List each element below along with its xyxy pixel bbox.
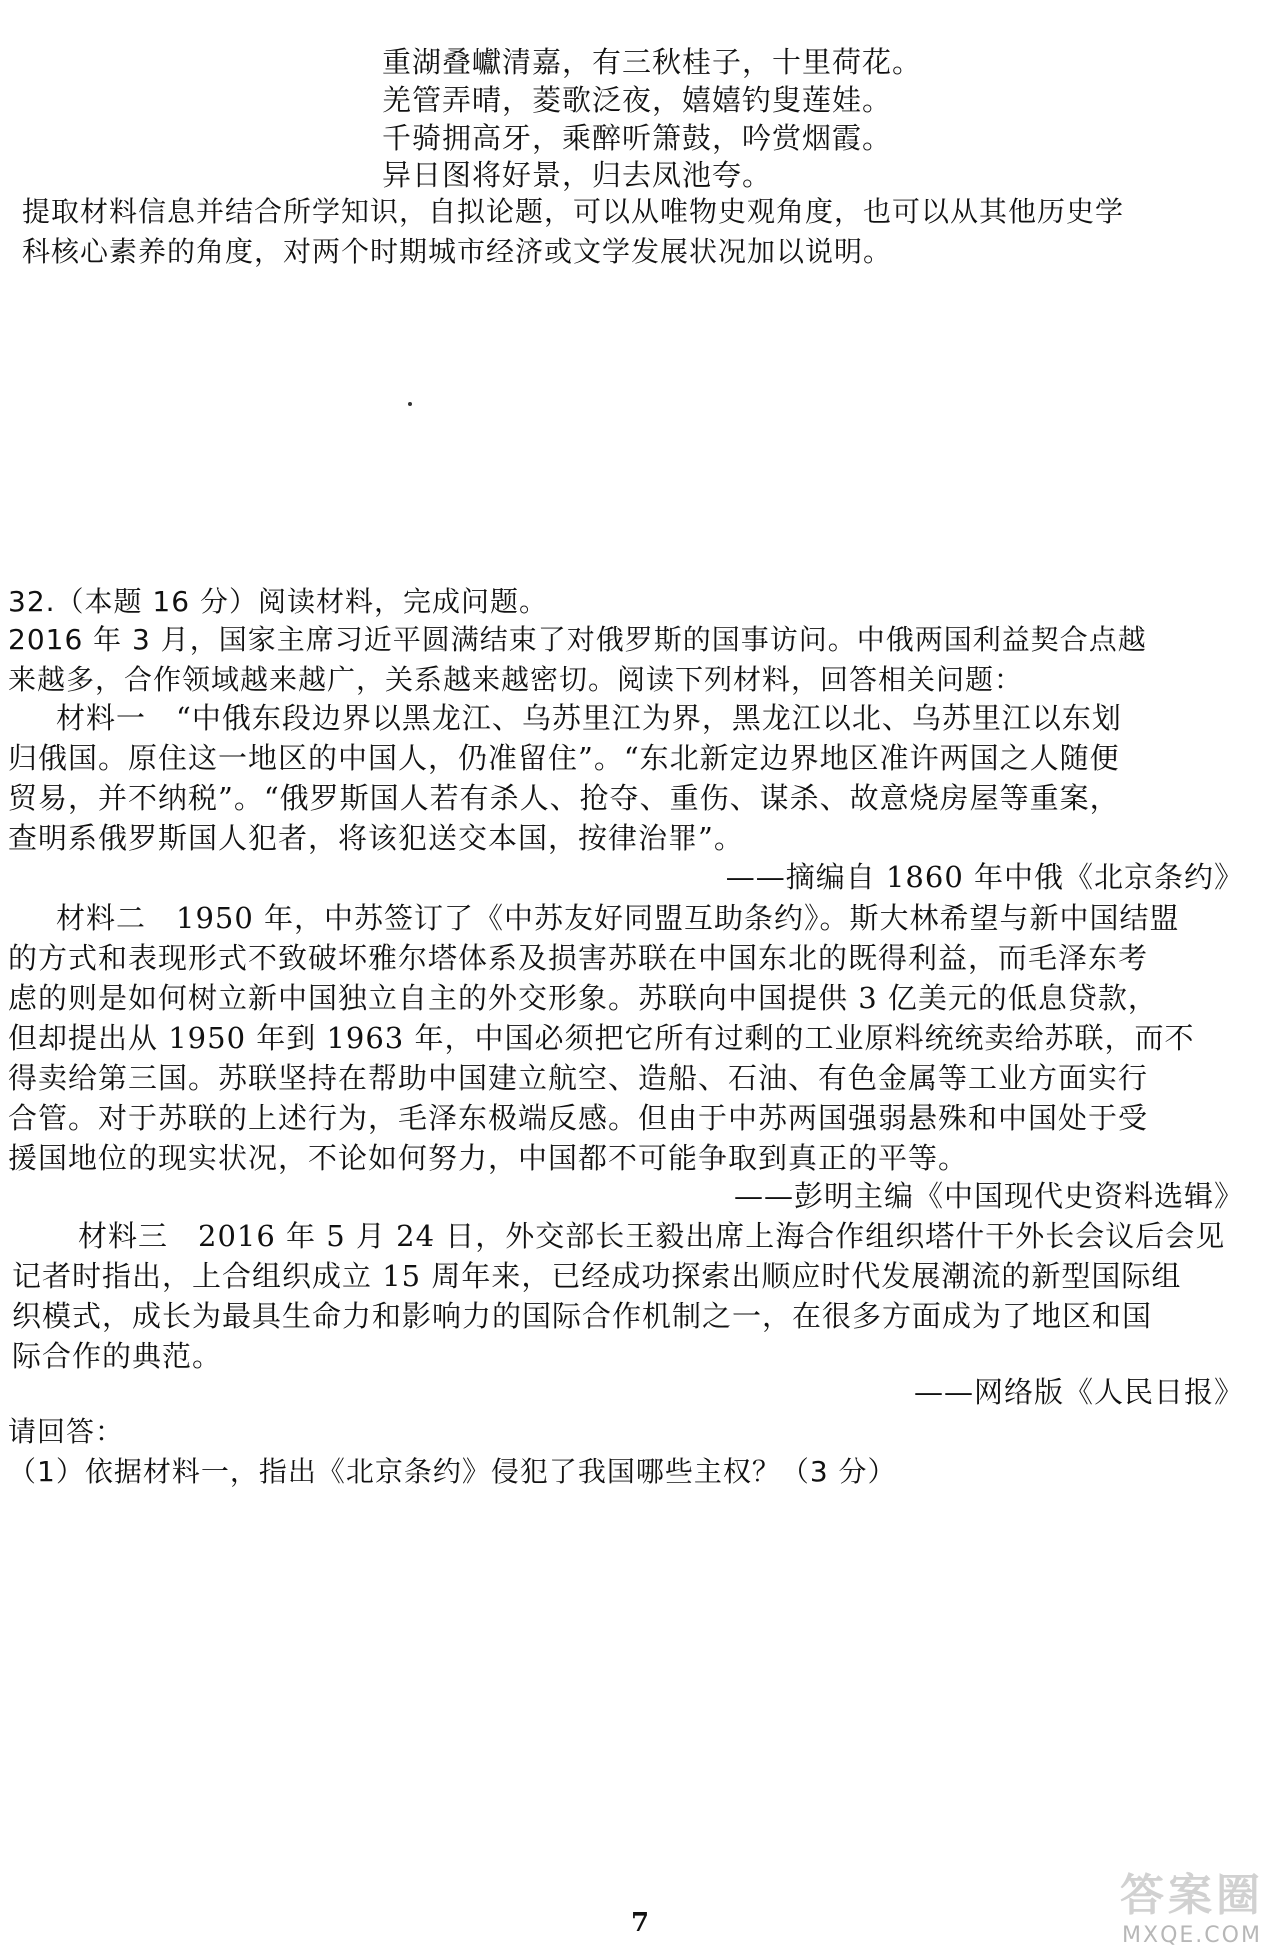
question-prompt: 科核心素养的角度，对两个时期城市经济或文学发展状况加以说明。	[22, 235, 893, 268]
material-1-line: 材料一 “中俄东段边界以黑龙江、乌苏里江为界，黑龙江以北、乌苏里江以东划	[56, 701, 1122, 735]
question-32-intro: 2016 年 3 月，国家主席习近平圆满结束了对俄罗斯的国事访问。中俄两国利益契合点越	[8, 623, 1147, 656]
scan-speck	[408, 402, 412, 406]
material-1-line: 归俄国。原住这一地区的中国人，仍准留住”。“东北新定边界地区准许两国之人随便	[8, 741, 1120, 775]
material-2-line: 材料二 1950 年，中苏签订了《中苏友好同盟互助条约》。斯大林希望与新中国结盟	[56, 901, 1180, 935]
material-1-line: 查明系俄罗斯国人犯者，将该犯送交本国，按律治罪”。	[8, 821, 744, 855]
material-1-line: 贸易，并不纳税”。“俄罗斯国人若有杀人、抢夺、重伤、谋杀、故意烧房屋等重案，	[8, 781, 1120, 815]
please-answer-label: 请回答：	[8, 1415, 125, 1448]
material-2-line: 虑的则是如何树立新中国独立自主的外交形象。苏联向中国提供 3 亿美元的低息贷款，	[8, 981, 1158, 1015]
poem-line: 异日图将好景，归去凤池夸。	[382, 158, 773, 192]
watermark-logo: 答案圈	[1120, 1870, 1264, 1921]
question-32-intro: 来越多，合作领域越来越广，关系越来越密切。阅读下列材料，回答相关问题：	[8, 663, 1024, 696]
material-3-line: 际合作的典范。	[12, 1339, 223, 1373]
material-3-line: 材料三 2016 年 5 月 24 日，外交部长王毅出席上海合作组织塔什干外长会议后会见	[78, 1219, 1226, 1253]
material-3-line: 记者时指出，上合组织成立 15 周年来，已经成功探索出顺应时代发展潮流的新型国际组	[12, 1259, 1182, 1293]
material-2-line: 援国地位的现实状况，不论如何努力，中国都不可能争取到真正的平等。	[8, 1141, 969, 1175]
material-3-source: ——网络版《人民日报》	[913, 1375, 1244, 1409]
watermark-url: MXQE.COM	[1122, 1923, 1262, 1948]
poem-line: 羌管弄晴，菱歌泛夜，嬉嬉钓叟莲娃。	[382, 83, 893, 117]
poem-line: 千骑拥高牙，乘醉听箫鼓，吟赏烟霞。	[382, 121, 893, 155]
material-2-line: 得卖给第三国。苏联坚持在帮助中国建立航空、造船、石油、有色金属等工业方面实行	[8, 1061, 1149, 1095]
material-2-line: 但却提出从 1950 年到 1963 年，中国必须把它所有过剩的工业原料统统卖给苏联，而不	[8, 1021, 1195, 1055]
watermark	[1120, 1859, 1264, 1948]
material-2-source: ——彭明主编《中国现代史资料选辑》	[733, 1179, 1244, 1213]
material-3-line: 织模式，成长为最具生命力和影响力的国际合作机制之一，在很多方面成为了地区和国	[12, 1299, 1153, 1333]
poem-line: 重湖叠巘清嘉，有三秋桂子，十里荷花。	[382, 45, 923, 79]
material-2-line: 合管。对于苏联的上述行为，毛泽东极端反感。但由于中苏两国强弱悬殊和中国处于受	[8, 1101, 1149, 1135]
question-prompt: 提取材料信息并结合所学知识，自拟论题，可以从唯物史观角度，也可以从其他历史学	[22, 195, 1125, 228]
material-2-line: 的方式和表现形式不致破坏雅尔塔体系及损害苏联在中国东北的既得利益，而毛泽东考	[8, 941, 1149, 975]
page-number: 7	[630, 1908, 650, 1938]
material-1-source: ——摘编自 1860 年中俄《北京条约》	[725, 860, 1244, 894]
sub-question-1: （1）依据材料一，指出《北京条约》侵犯了我国哪些主权？（3 分）	[8, 1455, 897, 1488]
question-32-title: 32.（本题 16 分）阅读材料，完成问题。	[8, 585, 548, 618]
